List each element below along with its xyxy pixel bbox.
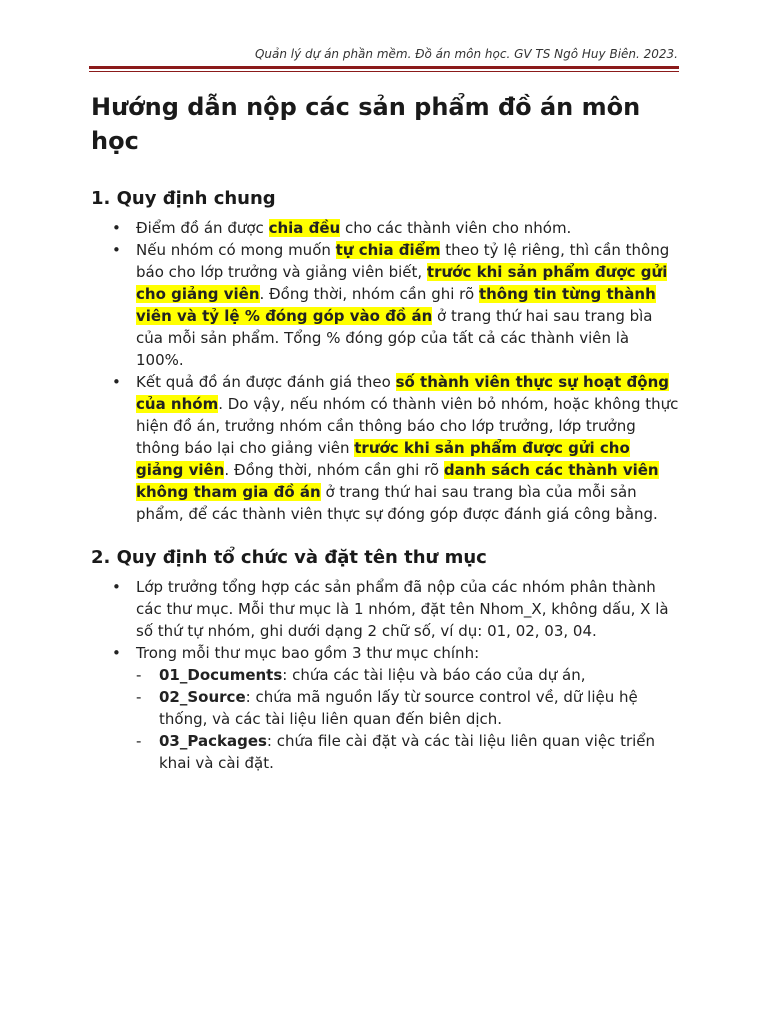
section-1-heading: 1. Quy định chung (91, 188, 276, 209)
document-title: Hướng dẫn nộp các sản phẩm đồ án môn học (91, 93, 641, 155)
header-rule-thick (89, 66, 679, 69)
highlight-text: trước khi sản phẩm được gửi cho giảng viên (136, 439, 630, 479)
section-1-bullet-3: • Kết quả đồ án được đánh giá theo số thành viên thực sự hoạt động của nhóm. Do vậy, nếu nhóm có thành viên bỏ nhóm, hoặc không thực hiện đồ án, trưởng nhóm cần thông báo cho lớp trưởng, lớp trưởng thông báo lại cho giảng viên trước khi sản phẩm được gửi cho giảng viên. Đồng thời, nhóm cần ghi rõ danh sách các thành viên không tham gia đồ án ở trang thứ hai sau trang bìa của mỗi sản phẩm, để các thành viên thực sự đóng góp được đánh giá công bằng. (91, 371, 681, 525)
folder-item-packages: - 03_Packages: chứa file cài đặt và các tài liệu liên quan việc triển khai và cài đặt. (136, 730, 681, 774)
section-1-bullet-1: • Điểm đồ án được chia đều cho các thành viên cho nhóm. (91, 217, 681, 239)
folder-list (136, 664, 681, 774)
section-2-list (91, 576, 681, 774)
section-2-heading: 2. Quy định tổ chức và đặt tên thư mục (91, 547, 487, 568)
folder-item-source: - 02_Source: chứa mã nguồn lấy từ source control về, dữ liệu hệ thống, và các tài liệu liên quan đến biên dịch. (136, 686, 681, 730)
folder-item-documents: - 01_Documents: chứa các tài liệu và báo cáo của dự án, (136, 664, 681, 686)
section-2-bullet-2: • Trong mỗi thư mục bao gồm 3 thư mục chính: - 01_Documents: chứa các tài liệu và báo cáo của dự án, - 02_Source: chứa mã nguồn lấy từ source control về, dữ liệu hệ thống, và các tài liệu liên quan đến biên dịch. - 03_Packages: chứa file cài đặt và các tài liệu liên quan việc triển khai và cài đặt. (91, 642, 681, 774)
folder-name: 03_Packages (159, 732, 267, 750)
section-1-bullet-2: • Nếu nhóm có mong muốn tự chia điểm theo tỷ lệ riêng, thì cần thông báo cho lớp trưởng và giảng viên biết, trước khi sản phẩm được gửi cho giảng viên. Đồng thời, nhóm cần ghi rõ thông tin từng thành viên và tỷ lệ % đóng góp vào đồ án ở trang thứ hai sau trang bìa của mỗi sản phẩm. Tổng % đóng góp của tất cả các thành viên là 100%. (91, 239, 681, 371)
folder-name: 02_Source (159, 688, 246, 706)
header-rule-thin (89, 71, 679, 72)
highlight-text: thông tin từng thành viên và tỷ lệ % đóng góp vào đồ án (136, 285, 656, 325)
document-body (91, 90, 681, 774)
highlight-text: trước khi sản phẩm được gửi cho giảng viên (136, 263, 668, 303)
highlight-text: chia đều (268, 219, 341, 237)
section-1-list (91, 217, 681, 525)
section-2-bullet-1: • Lớp trưởng tổng hợp các sản phẩm đã nộp của các nhóm phân thành các thư mục. Mỗi thư mục là 1 nhóm, đặt tên Nhom_X, không dấu, X là số thứ tự nhóm, ghi dưới dạng 2 chữ số, ví dụ: 01, 02, 03, 04. (91, 576, 681, 642)
highlight-text: tự chia điểm (335, 241, 441, 259)
highlight-text: danh sách các thành viên không tham gia đồ án (136, 461, 659, 501)
page-header: Quản lý dự án phần mềm. Đồ án môn học. GV TS Ngô Huy Biên. 2023. (254, 47, 678, 61)
highlight-text: số thành viên thực sự hoạt động của nhóm (136, 373, 670, 413)
folder-name: 01_Documents (159, 666, 283, 684)
